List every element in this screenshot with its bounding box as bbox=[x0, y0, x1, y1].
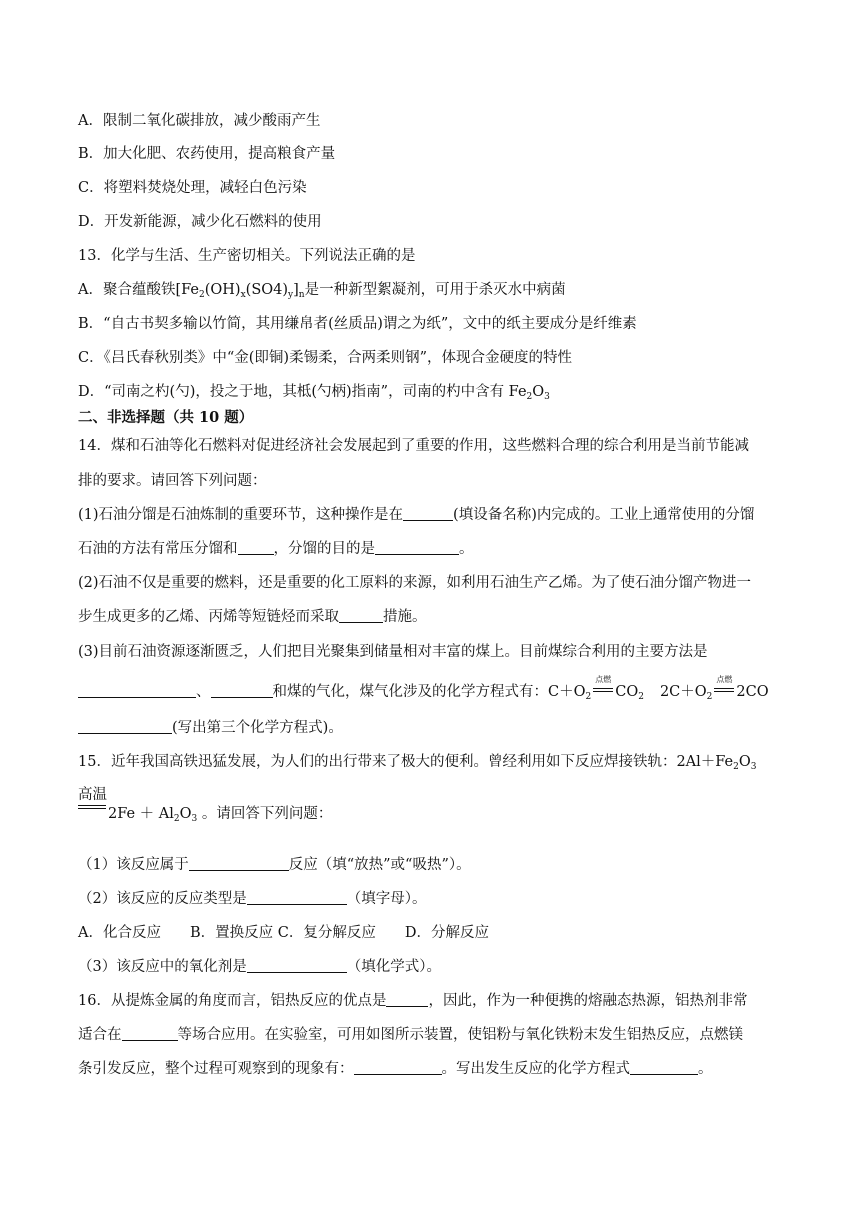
text: O bbox=[738, 754, 751, 770]
answer-blank[interactable] bbox=[247, 890, 347, 905]
answer-blank[interactable] bbox=[375, 540, 459, 555]
question-15-part3 bbox=[78, 957, 441, 977]
question-14-stem-cont: 排的要求。请回答下列问题： bbox=[78, 473, 267, 489]
section-heading: 二、非选择题（共 10 题） bbox=[78, 409, 254, 426]
subscript: 2 bbox=[526, 392, 533, 402]
answer-blank[interactable] bbox=[211, 683, 273, 698]
question-15-part2 bbox=[78, 889, 426, 909]
answer-blank[interactable] bbox=[78, 683, 196, 698]
subscript: 3 bbox=[544, 392, 550, 402]
text: 2C＋O bbox=[659, 684, 707, 700]
text: 16．从提炼金属的角度而言，铝热反应的优点是 bbox=[78, 993, 387, 1009]
text: 15．近年我国高铁迅猛发展，为人们的出行带来了极大的便利。曾经利用如下反应焊接铁轨：2Al＋Fe bbox=[78, 754, 734, 770]
subscript: 2 bbox=[706, 692, 713, 702]
question-14-part1-cont bbox=[78, 539, 474, 559]
text: (OH) bbox=[204, 282, 241, 298]
text: 2CO bbox=[736, 684, 769, 700]
text: （3）该反应中的氧化剂是 bbox=[78, 959, 247, 975]
question-14-part3-equations bbox=[78, 675, 769, 702]
subscript: y bbox=[288, 290, 294, 300]
text: 和煤的气化，煤气化涉及的化学方程式有：C＋O bbox=[272, 684, 586, 700]
question-16-stem-cont bbox=[78, 1025, 743, 1045]
text: CO bbox=[615, 684, 639, 700]
subscript: 2 bbox=[173, 814, 180, 824]
answer-blank[interactable] bbox=[386, 992, 428, 1007]
text: （填字母）。 bbox=[346, 891, 427, 907]
question-15-equation bbox=[108, 804, 332, 824]
question-14-part3: (3)目前石油资源逐渐匮乏，人们把目光聚集到储量相对丰富的煤上。目前煤综合利用的主要方法是 bbox=[78, 644, 708, 660]
question-15-stem bbox=[78, 752, 757, 772]
subscript: 2 bbox=[198, 290, 205, 300]
text: 等场合应用。在实验室，可用如图所示装置，使铝粉与氧化铁粉末发生铝热反应，点燃镁 bbox=[177, 1027, 743, 1043]
text: （2）该反应的反应类型是 bbox=[78, 891, 247, 907]
text: (填设备名称)内完成的。工业上通常使用的分馏 bbox=[453, 507, 755, 523]
text: 条引发反应，整个过程可观察到的现象有： bbox=[78, 1061, 354, 1077]
question-16-stem bbox=[78, 991, 747, 1011]
equals-sign bbox=[78, 805, 106, 809]
option-12c: C．将塑料焚烧处理，减轻白色污染 bbox=[78, 180, 307, 196]
option-12a: A．限制二氧化碳排放，减少酸雨产生 bbox=[78, 113, 321, 129]
text: A．聚合蕴酸铁[Fe bbox=[78, 282, 199, 298]
text: 石油的方法有常压分馏和 bbox=[78, 541, 238, 557]
option-13d bbox=[78, 382, 550, 402]
answer-blank[interactable] bbox=[247, 958, 347, 973]
answer-blank[interactable] bbox=[403, 506, 453, 521]
reaction-condition-high-temp bbox=[78, 786, 108, 809]
answer-blank[interactable] bbox=[189, 856, 289, 871]
option-12b: B．加大化肥、农药使用，提高粮食产量 bbox=[78, 146, 336, 162]
answer-blank[interactable] bbox=[630, 1060, 698, 1075]
subscript: 3 bbox=[750, 762, 757, 772]
condition-label: 高温 bbox=[78, 787, 107, 803]
question-16-stem-end bbox=[78, 1059, 713, 1079]
reaction-condition bbox=[593, 675, 613, 702]
text: ，分馏的目的是 bbox=[273, 541, 375, 557]
text: 步生成更多的乙烯、丙烯等短链烃而采取 bbox=[78, 609, 339, 625]
question-15-options: A．化合反应 B．置换反应 C．复分解反应 D．分解反应 bbox=[78, 925, 489, 941]
question-14-part1 bbox=[78, 505, 754, 525]
text: 是一种新型絮凝剂，可用于杀灭水中病菌 bbox=[304, 282, 566, 298]
condition-label: 点燃 bbox=[716, 675, 733, 684]
text: 。 bbox=[698, 1061, 713, 1077]
answer-blank[interactable] bbox=[78, 719, 172, 734]
answer-blank[interactable] bbox=[238, 540, 274, 555]
reaction-condition bbox=[714, 675, 734, 702]
text: 措施。 bbox=[383, 609, 427, 625]
text: 反应（填“放热”或“吸热”）。 bbox=[288, 857, 471, 873]
text: D．“司南之杓(勺)，投之于地，其柢(勺柄)指南”，司南的杓中含有 Fe bbox=[78, 384, 527, 400]
text: (SO4) bbox=[245, 282, 289, 298]
question-14-part2: (2)石油不仅是重要的燃料，还是重要的化工原料的来源，如利用石油生产乙烯。为了使石油分馏产物进一 bbox=[78, 575, 752, 591]
text: 、 bbox=[196, 684, 211, 700]
text: ，因此，作为一种便携的熔融态热源，铝热剂非常 bbox=[428, 993, 748, 1009]
option-13c: C．《吕氏春秋别类》中“金(即铜)柔锡柔，合两柔则钢”，体现合金硬度的特性 bbox=[78, 350, 572, 366]
subscript: 2 bbox=[585, 692, 592, 702]
answer-blank[interactable] bbox=[339, 608, 383, 623]
subscript: 2 bbox=[638, 692, 644, 702]
text: O bbox=[179, 806, 192, 822]
text: (写出第三个化学方程式)。 bbox=[172, 720, 343, 736]
option-13b: B．“自古书契多输以竹简，其用缣帛者(丝质品)谓之为纸”，文中的纸主要成分是纤维素 bbox=[78, 316, 637, 332]
question-15-part1 bbox=[78, 855, 471, 875]
text: O bbox=[532, 384, 545, 400]
equals-sign bbox=[714, 688, 734, 692]
subscript: 2 bbox=[733, 762, 739, 772]
subscript: x bbox=[240, 290, 246, 300]
answer-blank[interactable] bbox=[354, 1060, 442, 1075]
answer-blank[interactable] bbox=[122, 1026, 178, 1041]
text: 。 bbox=[459, 541, 474, 557]
option-12d: D．开发新能源，减少化石燃料的使用 bbox=[78, 214, 322, 230]
question-14-stem: 14．煤和石油等化石燃料对促进经济社会发展起到了重要的作用，这些燃料合理的综合利用是当前节能减 bbox=[78, 438, 749, 454]
option-13a bbox=[78, 280, 566, 300]
text: (1)石油分馏是石油炼制的重要环节，这种操作是在 bbox=[78, 507, 404, 523]
condition-label: 点燃 bbox=[595, 675, 612, 684]
text: （填化学式）。 bbox=[346, 959, 441, 975]
text: 。请回答下列问题： bbox=[197, 806, 333, 822]
text: 2Fe ＋ Al bbox=[108, 806, 174, 822]
text: 适合在 bbox=[78, 1027, 122, 1043]
subscript: n bbox=[298, 290, 305, 300]
question-14-part2-cont bbox=[78, 607, 427, 627]
text: 。写出发生反应的化学方程式 bbox=[441, 1061, 630, 1077]
question-14-part3-end bbox=[78, 718, 343, 738]
subscript: 3 bbox=[191, 814, 198, 824]
equals-sign bbox=[593, 688, 613, 692]
text: ] bbox=[293, 282, 299, 298]
question-13-stem: 13．化学与生活、生产密切相关。下列说法正确的是 bbox=[78, 248, 416, 264]
text: （1）该反应属于 bbox=[78, 857, 189, 873]
